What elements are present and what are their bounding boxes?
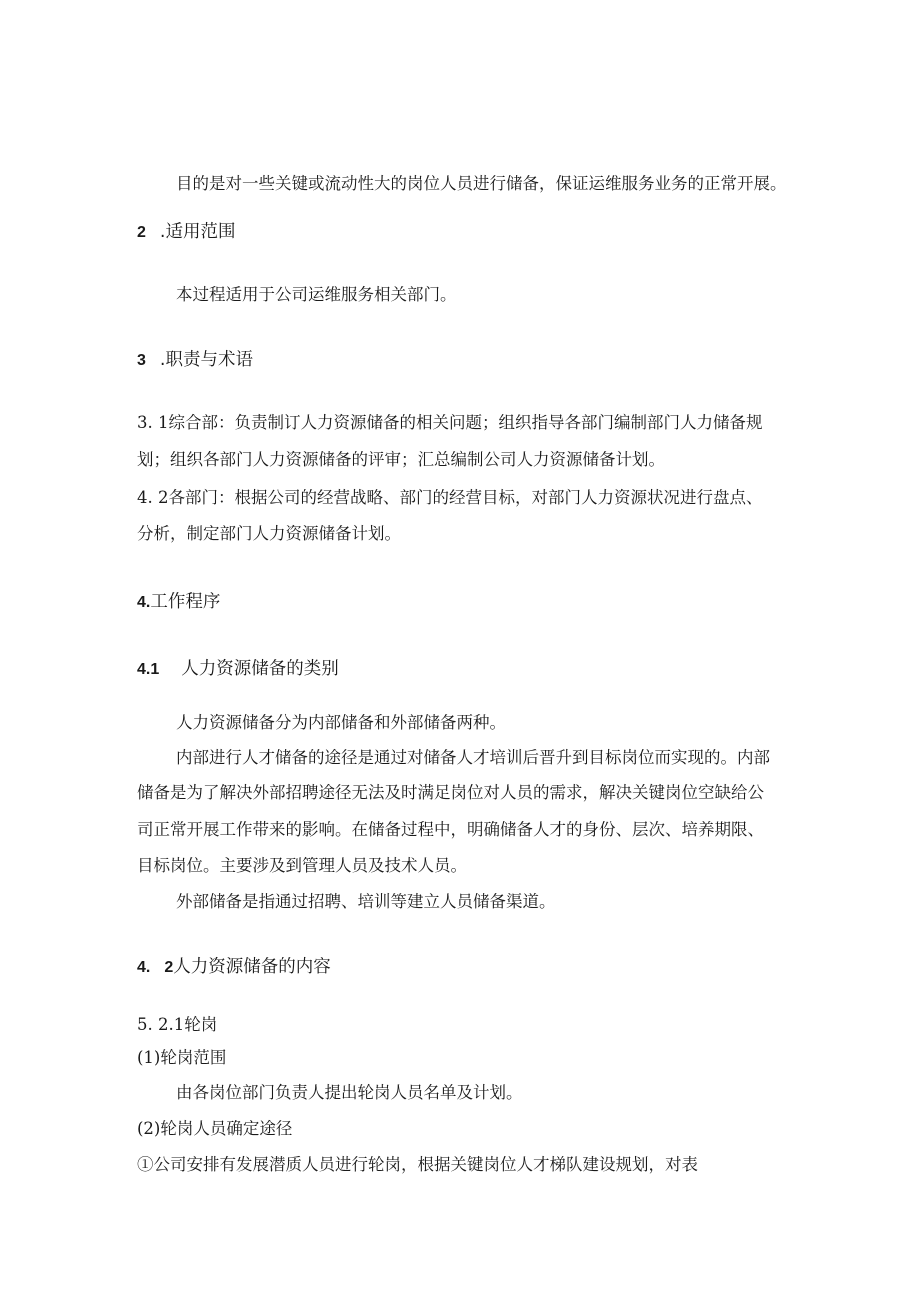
- external-reserve-paragraph: 外部储备是指通过招聘、培训等建立人员储备渠道。: [176, 892, 556, 911]
- section-4-2-heading: [137, 955, 331, 980]
- rotation-selection-heading: (2)轮岗人员确定途径: [137, 1119, 293, 1138]
- section-title: 人力资源储备的内容: [173, 957, 331, 977]
- section-4-heading: [137, 590, 220, 615]
- section-4-1-heading: [137, 657, 339, 682]
- internal-reserve-line-3: 司正常开展工作带来的影响。在储备过程中，明确储备人才的身份、层次、培养期限、: [137, 820, 764, 839]
- duty-item-1-line-2: 划；组织各部门人力资源储备的评审；汇总编制公司人力资源储备计划。: [137, 450, 665, 469]
- section-number: 2: [137, 224, 146, 241]
- section-title: 人力资源储备的类别: [181, 659, 339, 679]
- rotation-scope-heading: (1)轮岗范围: [137, 1048, 227, 1067]
- internal-reserve-line-1: 内部进行人才储备的途径是通过对储备人才培训后晋升到目标岗位而实现的。内部: [176, 748, 770, 767]
- duty-item-2-line-2: 分析，制定部门人力资源储备计划。: [137, 524, 401, 543]
- section-number: 3: [137, 352, 146, 369]
- duty-item-2-line-1: 4. 2各部门：根据公司的经营战略、部门的经营目标，对部门人力资源状况进行盘点、: [137, 488, 763, 507]
- reserve-types-paragraph: 人力资源储备分为内部储备和外部储备两种。: [176, 713, 506, 732]
- scope-paragraph: 本过程适用于公司运维服务相关部门。: [176, 285, 457, 304]
- rotation-heading: 5. 2.1轮岗: [137, 1015, 218, 1034]
- purpose-paragraph: 目的是对一些关键或流动性大的岗位人员进行储备，保证运维服务业务的正常开展。: [176, 174, 787, 193]
- section-subnumber: 2: [164, 959, 174, 976]
- section-3-heading: [137, 348, 253, 373]
- duty-item-1-line-1: 3. 1综合部：负责制订人力资源储备的相关问题；组织指导各部门编制部门人力储备规: [137, 413, 763, 432]
- section-number: 4.: [137, 959, 151, 976]
- section-number: 4.: [137, 594, 151, 611]
- internal-reserve-line-4: 目标岗位。主要涉及到管理人员及技术人员。: [137, 856, 467, 875]
- section-number: 4.1: [137, 661, 160, 678]
- section-title: 工作程序: [150, 592, 221, 612]
- internal-reserve-line-2: 储备是为了解决外部招聘途径无法及时满足岗位对人员的需求，解决关键岗位空缺给公: [137, 783, 764, 802]
- rotation-selection-item-1: ①公司安排有发展潜质人员进行轮岗，根据关键岗位人才梯队建设规划，对表: [137, 1155, 698, 1174]
- section-title: .职责与术语: [159, 350, 253, 370]
- section-2-heading: [137, 220, 235, 245]
- rotation-scope-paragraph: 由各岗位部门负责人提出轮岗人员名单及计划。: [176, 1083, 523, 1102]
- section-title: .适用范围: [159, 222, 236, 242]
